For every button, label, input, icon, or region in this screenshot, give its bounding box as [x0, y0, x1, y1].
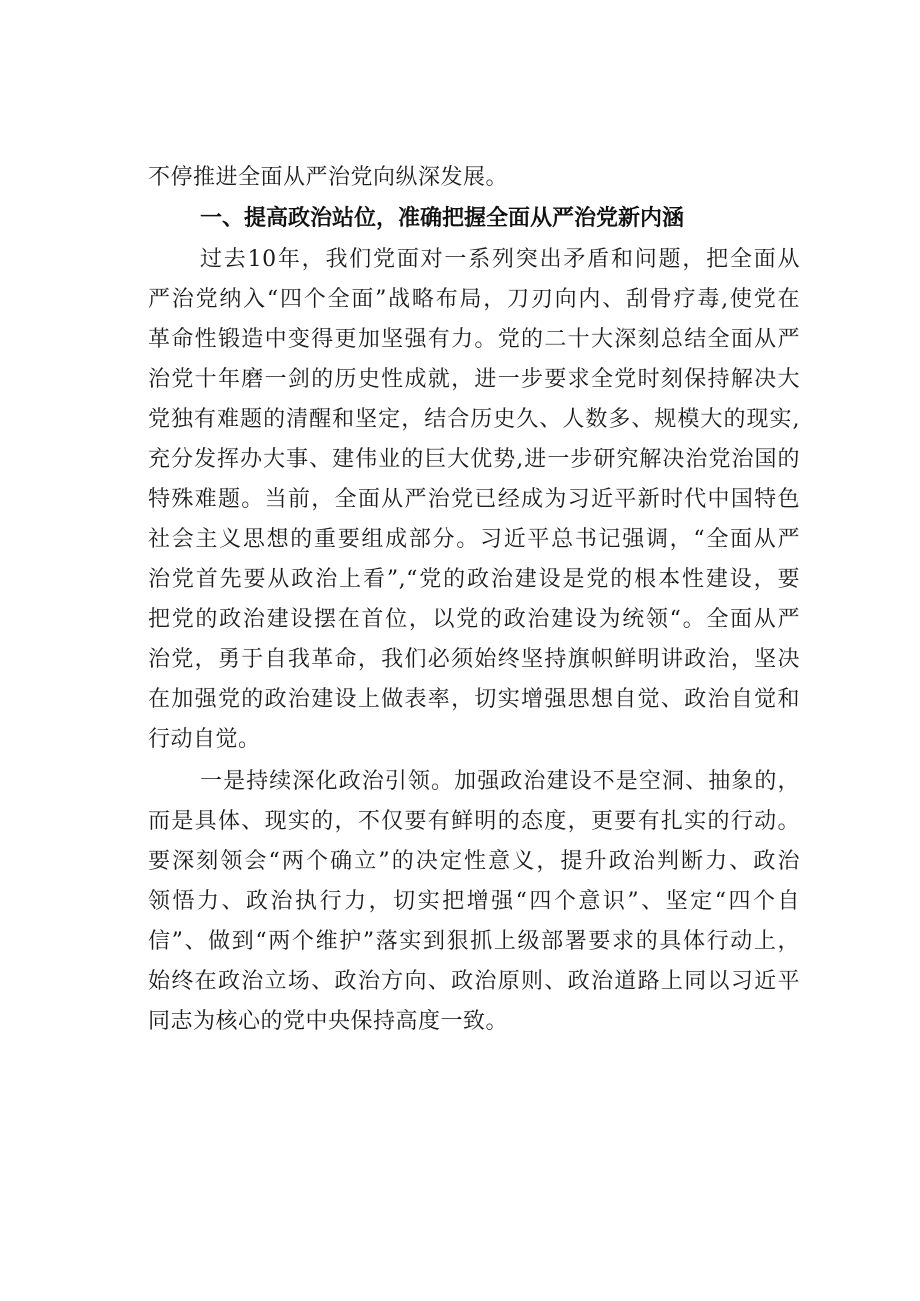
paragraph-1 — [148, 240, 800, 760]
text-line: 要深刻领会“两个确立”的决定性意义，提升政治判断力、政治 — [148, 849, 800, 874]
text-line: 一是持续深化政治引领。加强政治建设不是空洞、抽象的， — [200, 769, 800, 794]
text-line: 治党，勇于自我革命，我们必须始终坚持旗帜鲜明讲政治，坚决 — [148, 647, 800, 672]
text-line: 严治党纳入“四个全面”战略布局，刀刃向内、刮骨疗毒,使党在 — [148, 287, 800, 312]
text-line: 充分发挥办大事、建伟业的巨大优势,进一步研究解决治党治国的 — [148, 447, 800, 472]
text-line: 领悟力、政治执行力，切实把增强“四个意识”、坚定“四个自 — [148, 889, 800, 914]
text-line: 治党十年磨一剑的历史性成就，进一步要求全党时刻保持解决大 — [148, 367, 800, 392]
text-line: 信”、做到“两个维护”落实到狠抓上级部署要求的具体行动上， — [148, 929, 800, 954]
document-body — [148, 158, 800, 1042]
text-line: 过去10年，我们党面对一系列突出矛盾和问题，把全面从 — [200, 247, 800, 272]
text-line: 特殊难题。当前，全面从严治党已经成为习近平新时代中国特色 — [148, 487, 800, 512]
paragraph-2 — [148, 762, 800, 1042]
text-line: 革命性锻造中变得更加坚强有力。党的二十大深刻总结全面从严 — [148, 327, 800, 352]
text-line: 行动自觉。 — [148, 727, 261, 752]
text-line: 在加强党的政治建设上做表率，切实增强思想自觉、政治自觉和 — [148, 687, 800, 712]
text-line: 治党首先要从政治上看”,“党的政治建设是党的根本性建设，要 — [148, 567, 800, 592]
text-line: 把党的政治建设摆在首位，以党的政治建设为统领“。全面从严 — [148, 607, 800, 632]
text-line: 而是具体、现实的，不仅要有鲜明的态度，更要有扎实的行动。 — [148, 809, 800, 834]
text-line: 不停推进全面从严治党向纵深发展。 — [148, 165, 509, 190]
text-line: 同志为核心的党中央保持高度一致。 — [148, 1009, 509, 1034]
text-line: 社会主义思想的重要组成部分。习近平总书记强调，“全面从严 — [148, 527, 800, 552]
text-line: 党独有难题的清醒和坚定，结合历史久、人数多、规模大的现实, — [148, 407, 800, 432]
section-heading: 一、提高政治站位，准确把握全面从严治党新内涵 — [200, 206, 685, 231]
intro-paragraph — [148, 158, 800, 198]
text-line: 始终在政治立场、政治方向、政治原则、政治道路上同以习近平 — [148, 969, 800, 994]
